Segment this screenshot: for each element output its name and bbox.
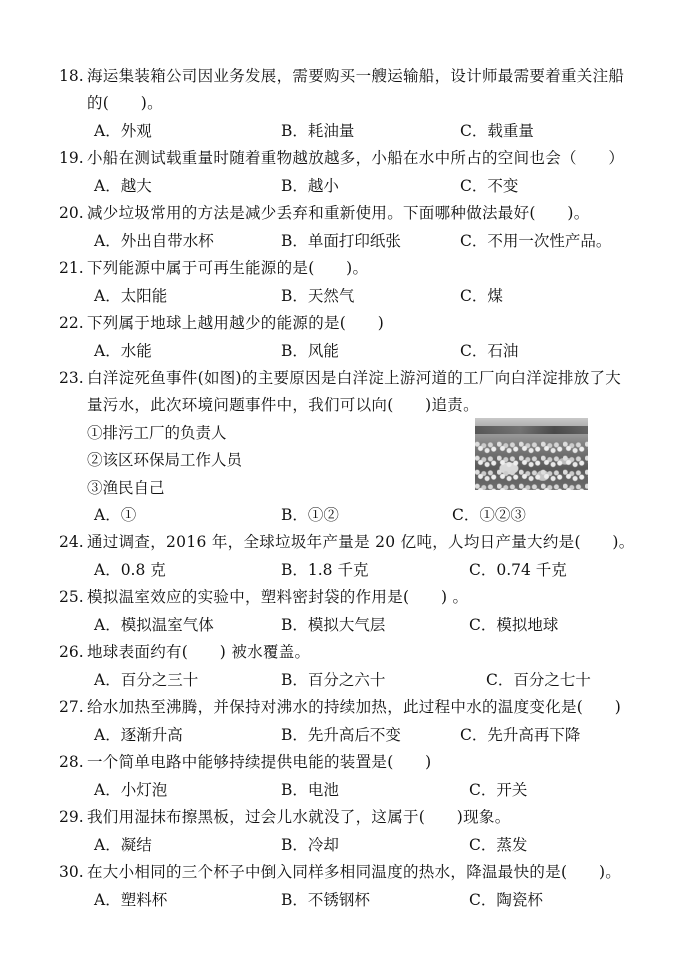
question-stem: 22. 下列属于地球上越用越少的能源的是( ) [59,314,385,332]
option-c[interactable]: C．载重量 [460,122,534,140]
question-stem: 18. 海运集装箱公司因业务发展，需要购买一艘运输船，设计师最需要着重关注船 [59,67,625,85]
option-b[interactable]: B．不锈钢杯 [281,891,370,909]
photo-shoreline [475,426,588,434]
option-a[interactable]: A．外出自带水杯 [94,232,214,250]
option-b[interactable]: B．单面打印纸张 [281,232,401,250]
option-c[interactable]: C．不变 [460,177,519,195]
question-stem: 19. 小船在测试载重量时随着重物越放越多，小船在水中所占的空间也会（ ） [59,149,625,167]
question-stem: 21. 下列能源中属于可再生能源的是( )。 [59,259,369,277]
option-a[interactable]: A．逐渐升高 [94,726,183,744]
option-c[interactable]: C．煤 [460,287,503,305]
question-stem: 30. 在大小相同的三个杯子中倒入同样多相同温度的热水，降温最快的是( )。 [59,863,622,881]
option-b[interactable]: B．越小 [281,177,339,195]
option-b[interactable]: B．百分之六十 [281,671,386,689]
option-c[interactable]: C．不用一次性产品。 [460,232,612,250]
option-b[interactable]: B．①② [281,506,339,524]
choice-item-3: ③渔民自己 [87,479,165,497]
option-b[interactable]: B．模拟大气层 [281,616,386,634]
option-b[interactable]: B．1.8 千克 [281,561,369,579]
option-a[interactable]: A．塑料杯 [94,891,168,909]
option-b[interactable]: B．天然气 [281,287,355,305]
option-c[interactable]: C．蒸发 [469,836,528,854]
option-b[interactable]: B．冷却 [281,836,339,854]
option-c[interactable]: C．百分之七十 [486,671,591,689]
option-a[interactable]: A．凝结 [94,836,152,854]
option-a[interactable]: A．水能 [94,342,152,360]
option-c[interactable]: C．石油 [460,342,519,360]
option-b[interactable]: B．先升高后不变 [281,726,401,744]
photo-dead-fish [475,440,588,490]
option-b[interactable]: B．耗油量 [281,122,355,140]
option-c[interactable]: C．开关 [469,781,528,799]
option-b[interactable]: B．电池 [281,781,339,799]
question-stem: 24. 通过调查，2016 年，全球垃圾年产量是 20 亿吨，人均日产量大约是( )。 [59,533,635,551]
option-c[interactable]: C．陶瓷杯 [469,891,543,909]
option-a[interactable]: A．小灯泡 [94,781,168,799]
option-c[interactable]: C．①②③ [452,506,526,524]
question-stem-continued: 量污水，此次环境问题事件中，我们可以向( )追责。 [87,396,479,414]
dead-fish-lake-photo [475,418,588,490]
question-stem: 20. 减少垃圾常用的方法是减少丢弃和重新使用。下面哪种做法最好( )。 [59,204,590,222]
option-c[interactable]: C．0.74 千克 [469,561,567,579]
question-stem: 25. 模拟温室效应的实验中，塑料密封袋的作用是( ) 。 [59,588,469,606]
question-stem: 28. 一个简单电路中能够持续提供电能的装置是( ) [59,753,432,771]
question-stem: 26. 地球表面约有( ) 被水覆盖。 [59,643,311,661]
option-c[interactable]: C．模拟地球 [469,616,559,634]
question-stem: 27. 给水加热至沸腾，并保持对沸水的持续加热，此过程中水的温度变化是( ) [59,698,622,716]
option-a[interactable]: A．外观 [94,122,152,140]
option-a[interactable]: A．越大 [94,177,152,195]
option-c[interactable]: C．先升高再下降 [460,726,581,744]
question-stem-continued: 的( )。 [87,94,163,112]
question-stem: 23. 白洋淀死鱼事件(如图)的主要原因是白洋淀上游河道的工厂向白洋淀排放了大 [59,369,622,387]
choice-item-2: ②该区环保局工作人员 [87,451,243,469]
option-a[interactable]: A．模拟温室气体 [94,616,214,634]
option-a[interactable]: A．① [94,506,137,524]
option-a[interactable]: A．太阳能 [94,287,168,305]
option-a[interactable]: A．百分之三十 [94,671,199,689]
option-a[interactable]: A．0.8 克 [94,561,166,579]
question-stem: 29. 我们用湿抹布擦黑板，过会儿水就没了，这属于( )现象。 [59,808,511,826]
option-b[interactable]: B．风能 [281,342,339,360]
choice-item-1: ①排污工厂的负责人 [87,424,227,442]
